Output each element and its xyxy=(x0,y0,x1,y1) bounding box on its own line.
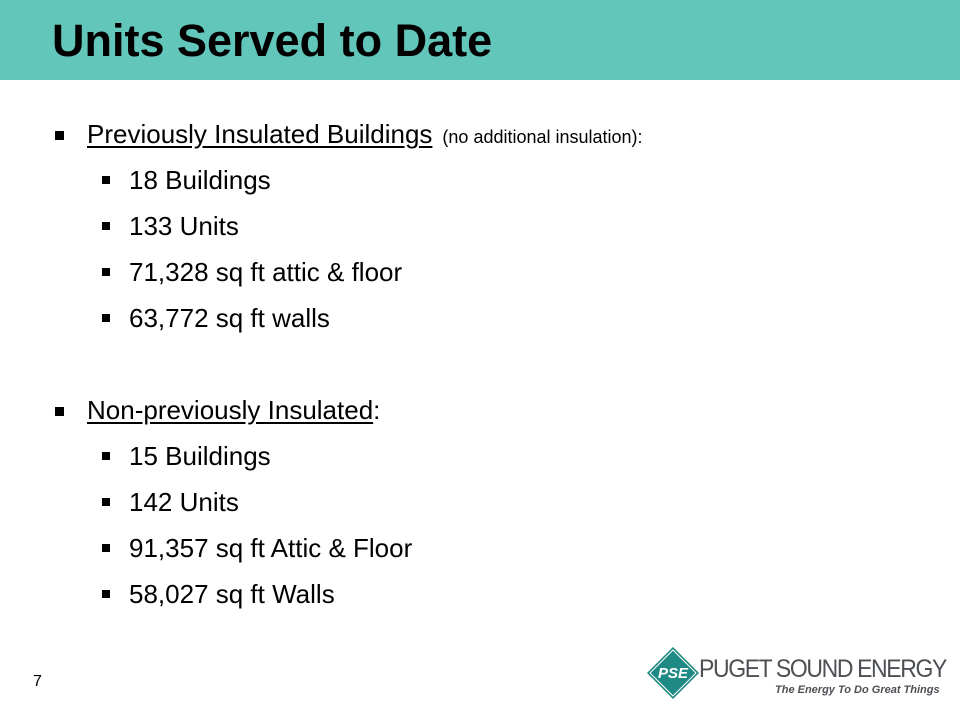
logo-mark-text: PSE xyxy=(657,665,689,682)
list-item xyxy=(0,530,960,570)
section-heading-row xyxy=(0,392,960,432)
list-item xyxy=(0,576,960,616)
list-item xyxy=(0,438,960,478)
list-item-text: 133 Units xyxy=(129,211,239,241)
list-item xyxy=(0,254,960,294)
section-heading-text: Non-previously Insulated xyxy=(87,395,374,425)
list-item xyxy=(0,484,960,524)
list-item-text: 15 Buildings xyxy=(129,441,271,471)
pse-diamond-icon xyxy=(645,645,701,701)
list-item-text: 58,027 sq ft Walls xyxy=(129,579,335,609)
section-heading xyxy=(87,392,390,431)
square-bullet-icon xyxy=(102,222,110,230)
section-note: (no additional insulation): xyxy=(442,127,643,147)
section-heading xyxy=(87,116,643,155)
square-bullet-icon xyxy=(102,314,110,322)
list-item-text: 71,328 sq ft attic & floor xyxy=(129,257,403,287)
list-item xyxy=(0,300,960,340)
square-bullet-icon xyxy=(102,268,110,276)
section-heading-row xyxy=(0,116,960,156)
square-bullet-icon xyxy=(102,452,110,460)
pse-logo xyxy=(645,645,946,701)
list-item-text: 142 Units xyxy=(129,487,239,517)
list-item xyxy=(0,208,960,248)
square-bullet-icon xyxy=(55,407,64,416)
square-bullet-icon xyxy=(102,498,110,506)
list-item-text: 63,772 sq ft walls xyxy=(129,303,330,333)
list-item xyxy=(0,162,960,202)
title-bar xyxy=(0,0,960,80)
list-item-text: 18 Buildings xyxy=(129,165,271,195)
square-bullet-icon xyxy=(55,131,64,140)
logo-tagline: The Energy To Do Great Things xyxy=(775,684,940,696)
section-heading-suffix: : xyxy=(373,395,381,425)
page-number: 7 xyxy=(33,673,42,690)
square-bullet-icon xyxy=(102,590,110,598)
slide-title: Units Served to Date xyxy=(52,15,493,66)
square-bullet-icon xyxy=(102,176,110,184)
list-item-text: 91,357 sq ft Attic & Floor xyxy=(129,533,413,563)
square-bullet-icon xyxy=(102,544,110,552)
section-heading-text: Previously Insulated Buildings xyxy=(87,119,433,149)
logo-name: PUGET SOUND ENERGY xyxy=(699,655,946,683)
